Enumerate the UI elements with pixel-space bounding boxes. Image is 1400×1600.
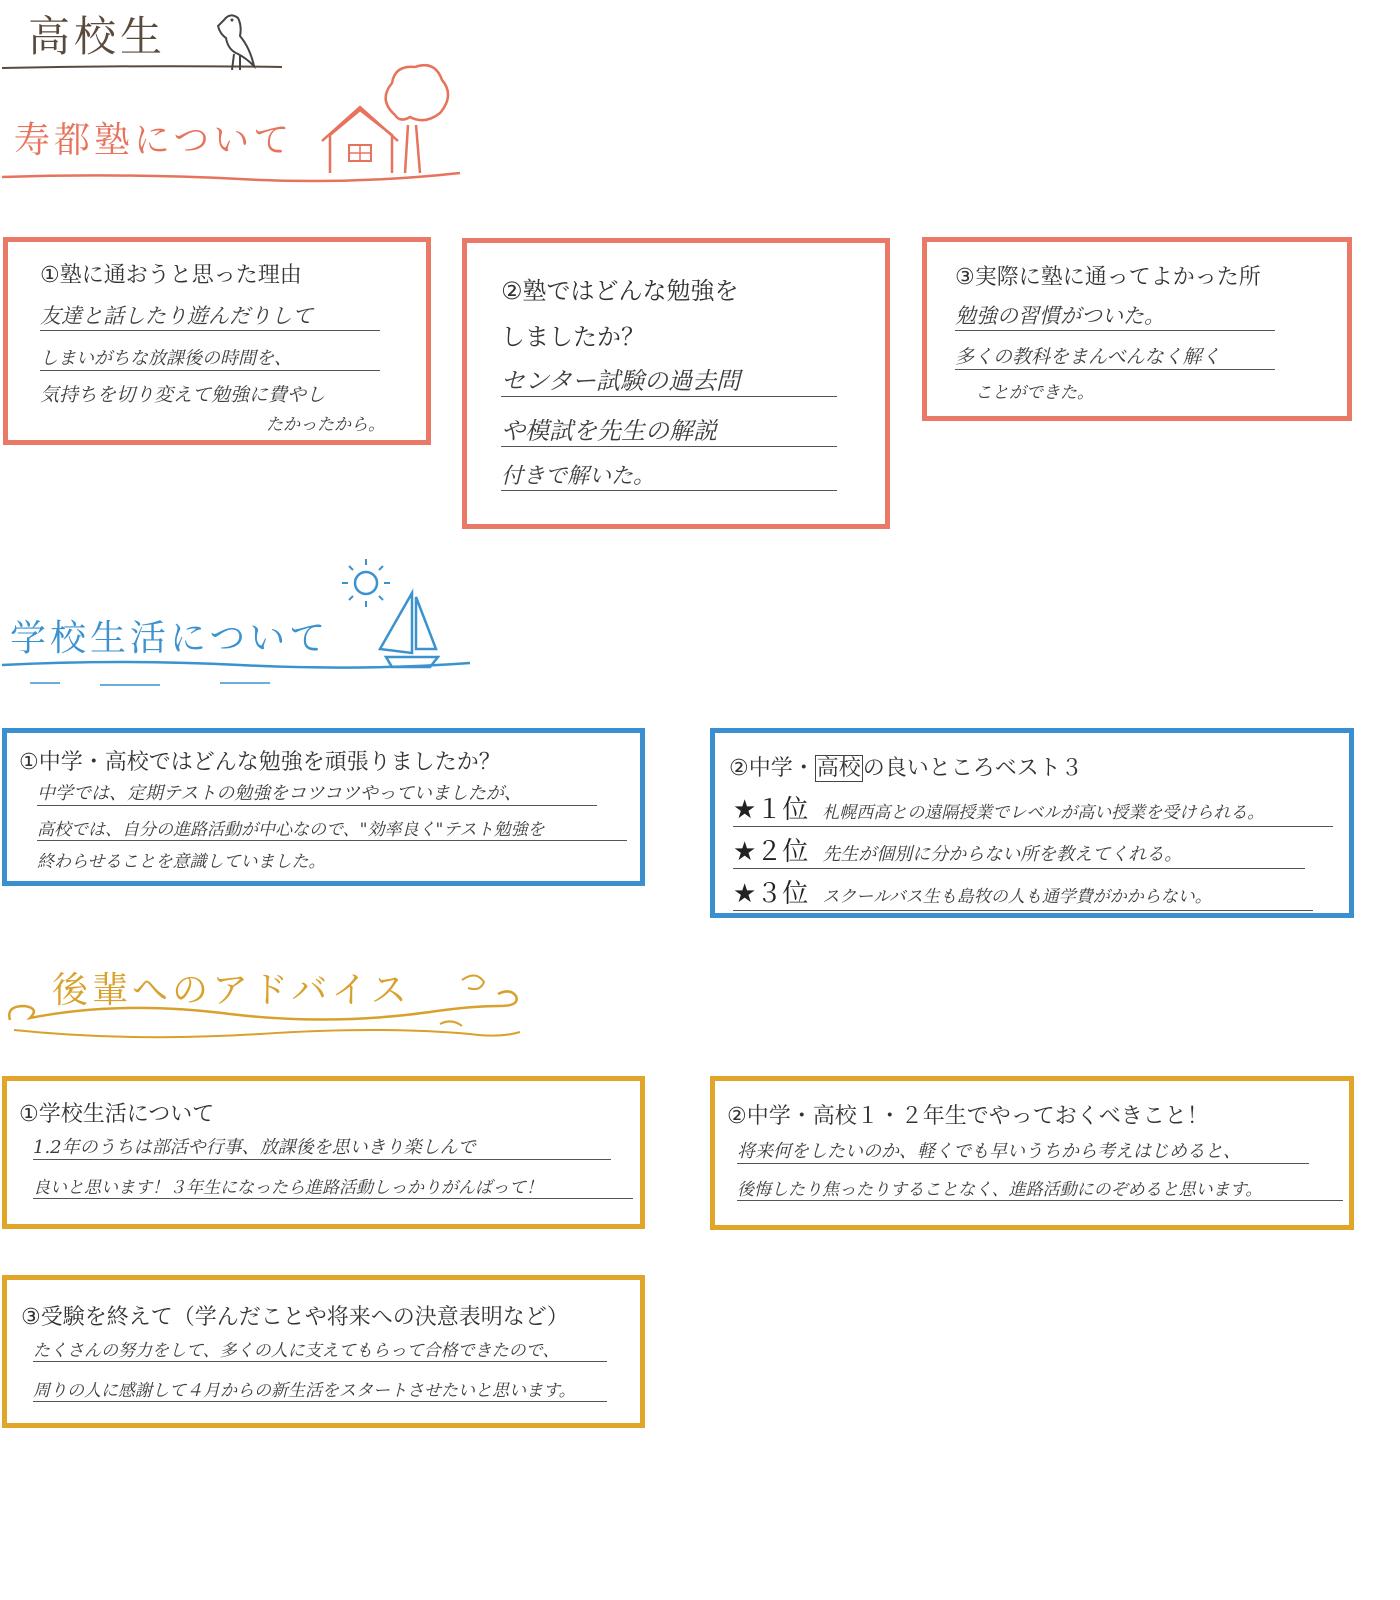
rank-text: 先生が個別に分からない所を教えてくれる。	[822, 844, 1183, 865]
advice-q2-line: 将来何をしたいのか、軽くでも早いうちから考えはじめると、	[737, 1137, 1309, 1164]
school-q1-line: 高校では、自分の進路活動が中心なので、"効率良く"テスト勉強を	[37, 815, 627, 841]
advice-q2-question: ②中学・高校１・２年生でやっておくべきこと！	[727, 1104, 1209, 1129]
advice-q1-question: ①学校生活について	[19, 1102, 215, 1127]
flourish-icon	[0, 960, 540, 1050]
school-q2-question-boxed: 高校	[816, 756, 861, 781]
advice-q1-line: 良いと思います！３年生になったら進路活動しっかりがんばって！	[33, 1173, 633, 1199]
rank-label: ★３位	[733, 879, 809, 909]
juku-q1-line: しまいがちな放課後の時間を、	[40, 344, 380, 371]
sailboat-icon	[380, 593, 438, 667]
house-icon	[322, 107, 398, 173]
school-q2-rank-row	[733, 873, 1313, 911]
juku-q1-line: 友達と話したり遊んだりして	[40, 300, 380, 331]
juku-q3-line: 勉強の習慣がついた。	[955, 300, 1275, 331]
school-q2-question-prefix: ②中学・	[729, 756, 815, 781]
advice-q1-box	[2, 1076, 645, 1229]
juku-q2-line: 付きで解いた。	[501, 459, 837, 491]
school-q1-box	[2, 728, 645, 886]
school-q1-question: ①中学・高校ではどんな勉強を頑張りましたか？	[19, 750, 501, 775]
juku-q2-question: ②塾ではどんな勉強を	[501, 277, 739, 305]
school-q1-line: 終わらせることを意識していました。	[37, 852, 326, 872]
school-heading-art	[0, 545, 480, 695]
juku-q3-line: 多くの教科をまんべんなく解く	[955, 342, 1275, 370]
juku-q1-line: たかったから。	[266, 415, 385, 435]
school-q2-rank-row	[733, 831, 1305, 869]
juku-q1-question: ①塾に通おうと思った理由	[40, 263, 302, 288]
rank-label: ★２位	[733, 837, 809, 867]
page-title: 高校生	[28, 12, 167, 61]
juku-q1-box	[3, 237, 431, 445]
juku-q2-box	[462, 238, 890, 529]
juku-q3-box	[922, 237, 1352, 421]
school-q2-question-suffix: の良いところベスト３	[862, 756, 1083, 781]
juku-q3-line: ことができた。	[975, 383, 1094, 403]
rank-label: ★１位	[733, 795, 809, 825]
advice-q3-line: 周りの人に感謝して４月からの新生活をスタートさせたいと思います。	[33, 1376, 607, 1402]
rank-text: スクールバス生も島牧の人も通学費がかからない。	[822, 887, 1212, 907]
advice-q3-line: たくさんの努力をして、多くの人に支えてもらって合格できたので、	[33, 1336, 607, 1362]
rank-text: 札幌西高との遠隔授業でレベルが高い授業を受けられる。	[822, 803, 1265, 823]
juku-q2-line: センター試験の過去問	[501, 361, 837, 397]
juku-q1-line: 気持ちを切り変えて勉強に費やし	[40, 384, 326, 406]
advice-q2-line: 後悔したり焦ったりすることなく、進路活動にのぞめると思います。	[737, 1175, 1343, 1201]
advice-q3-box	[2, 1275, 645, 1428]
advice-q3-question: ③受験を終えて（学んだことや将来への決意表明など）	[21, 1305, 569, 1330]
school-q2-rank-row	[733, 789, 1333, 827]
school-q2-question	[729, 751, 1083, 782]
juku-heading-art	[0, 55, 470, 190]
school-q1-line: 中学では、定期テストの勉強をコツコツやっていましたが、	[37, 779, 597, 806]
section-school-title: 学校生活について	[10, 618, 330, 659]
sun-icon	[342, 559, 390, 607]
advice-q2-box	[710, 1076, 1354, 1230]
school-q2-box	[710, 728, 1354, 918]
tree-icon	[386, 65, 448, 173]
advice-q1-line: 1.2年のうちは部活や行事、放課後を思いきり楽しんで	[33, 1133, 611, 1160]
juku-q2-line: や模試を先生の解説	[501, 411, 837, 447]
section-juku-title: 寿都塾について	[14, 120, 294, 161]
juku-q3-question: ③実際に塾に通ってよかった所	[955, 265, 1261, 290]
juku-q2-question: しましたか？	[501, 323, 645, 351]
section-advice-title: 後輩へのアドバイス	[52, 970, 411, 1011]
